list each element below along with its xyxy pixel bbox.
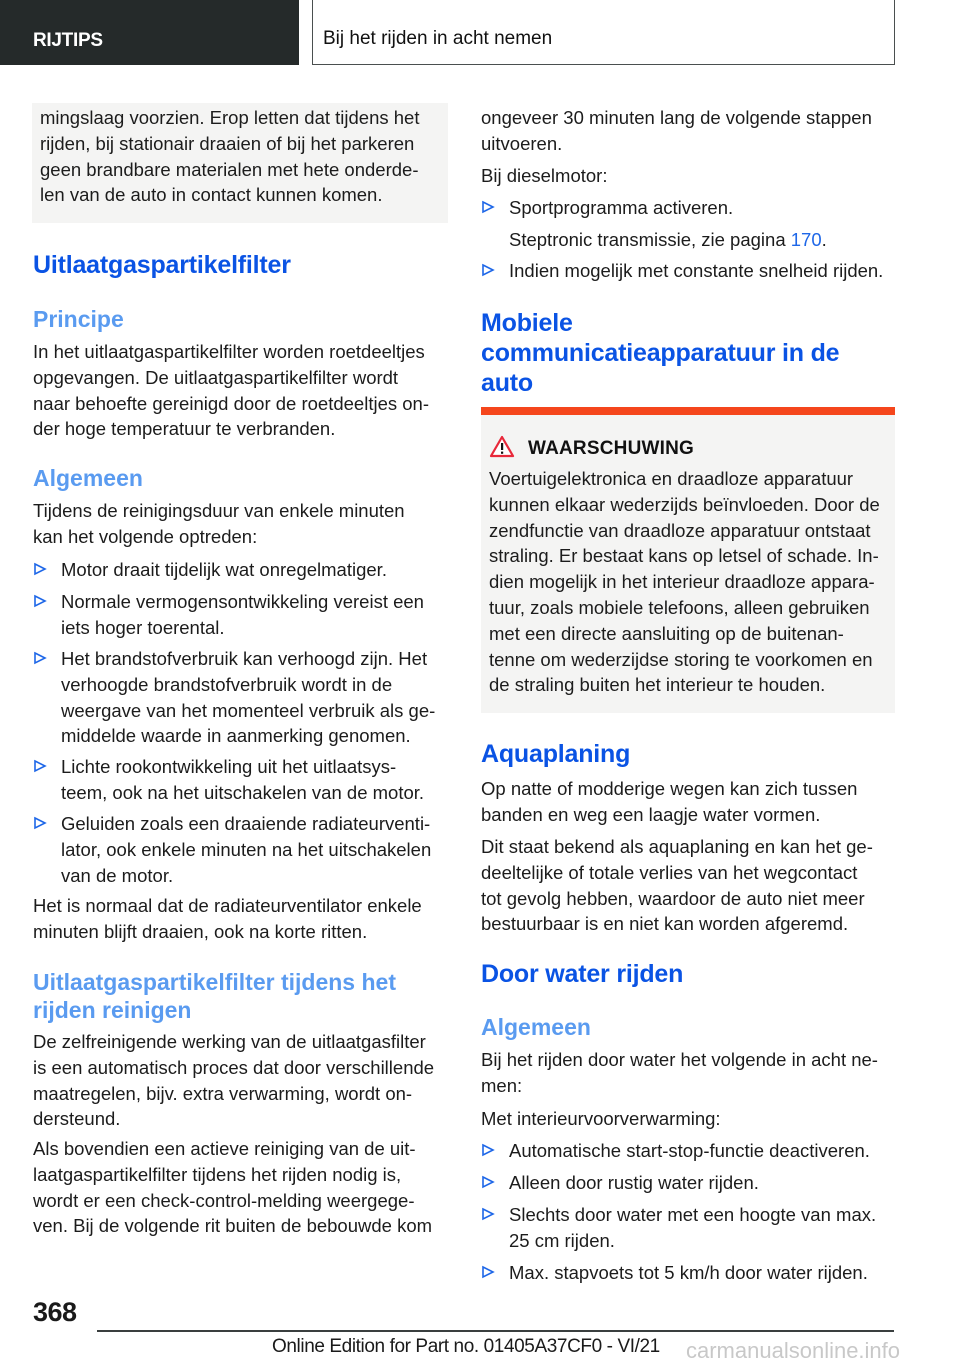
triangle-bullet-icon	[481, 1265, 495, 1279]
text-line: iets hoger toerental.	[61, 616, 225, 638]
section-title: Bij het rijden in acht nemen	[323, 28, 553, 49]
reinigen-paragraph-1	[33, 1029, 453, 1132]
text-line: banden en weg een laagje water vormen.	[481, 803, 821, 825]
text-line: geen brandbare materialen met hete onderde-	[40, 158, 419, 180]
heading-line: Uitlaatgaspartikelfilter tijdens het	[33, 969, 396, 995]
reference-suffix: .	[821, 229, 827, 250]
triangle-bullet-icon	[33, 562, 47, 576]
text-line: Geluiden zoals een draaiende radiateurventi-	[61, 813, 431, 834]
text-line: de straling buiten het interieur te houden.	[489, 674, 826, 696]
triangle-bullet-icon	[481, 263, 495, 277]
warning-text	[489, 466, 889, 698]
list-item	[481, 1170, 895, 1196]
warning-triangle-icon	[489, 435, 515, 463]
text-line: len van de auto in contact kunnen komen.	[40, 184, 383, 206]
heading-door-water-rijden: Door water rijden	[481, 960, 684, 988]
text-line: van de motor.	[61, 864, 174, 886]
aquaplaning-paragraph-2	[481, 834, 895, 937]
text-line: Op natte of modderige wegen kan zich tussen	[481, 778, 858, 799]
triangle-bullet-icon	[481, 1175, 495, 1189]
text-line: uitvoeren.	[481, 132, 563, 154]
heading-line: communicatieapparatuur in de	[481, 339, 840, 367]
text-line: der hoge temperatuur te verbranden.	[33, 418, 336, 440]
text-line: middelde waarde in aanmerking genomen.	[61, 725, 411, 747]
list-item	[481, 1138, 895, 1164]
list-item	[33, 811, 453, 888]
text-line: opgevangen. De uitlaatgaspartikelfilter wordt	[33, 366, 399, 388]
text-line: verhoogde brandstofverbruik wordt in de	[61, 673, 393, 695]
triangle-bullet-icon	[33, 594, 47, 608]
watermark: carmanualsonline.info	[686, 1338, 901, 1363]
text-line: tuur, zoals mobiele telefoons, alleen gebruiken	[489, 596, 870, 618]
text-line: Slechts door water met een hoogte van max.	[509, 1204, 877, 1225]
text-line: ven. Bij de volgende rit buiten de bebouwde kom	[33, 1215, 433, 1237]
heading-filter-reinigen	[33, 968, 448, 1024]
list-item	[481, 195, 895, 221]
chapter-title: RIJTIPS	[33, 30, 103, 51]
text-line: Normale vermogensontwikkeling vereist een	[61, 591, 424, 612]
steptronic-reference	[509, 227, 827, 253]
reference-text: Steptronic transmissie, zie pagina	[509, 229, 791, 250]
heading-algemeen-water: Algemeen	[481, 1014, 591, 1040]
text-line: maatregelen, bijv. extra verwarming, wordt on-	[33, 1082, 413, 1104]
text-line: kunnen elkaar wederzijds beïnvloeden. Door de	[489, 493, 880, 515]
text-line: Dit staat bekend als aquaplaning en kan het ge-	[481, 836, 873, 857]
text-line: minuten blijft draaien, ook na korte ritten.	[33, 920, 368, 942]
text-line: wordt er een check-control-melding weergege-	[33, 1189, 415, 1211]
text-line: Bij het rijden door water het volgende in acht ne-	[481, 1049, 878, 1070]
list-item	[33, 589, 448, 641]
diesel-label: Bij dieselmotor:	[481, 165, 608, 186]
text-line: Voertuigelektronica en draadloze apparatuur	[489, 468, 854, 489]
triangle-bullet-icon	[481, 200, 495, 214]
text-line: Max. stapvoets tot 5 km/h door water rijden.	[509, 1262, 868, 1283]
text-line: tenne om wederzijdse storing te voorkomen en	[489, 648, 873, 670]
heading-principe: Principe	[33, 306, 124, 332]
page-number: 368	[33, 1297, 77, 1327]
triangle-bullet-icon	[33, 759, 47, 773]
heading-aquaplaning: Aquaplaning	[481, 740, 631, 768]
text-line: straling. Er bestaat kans op letsel of schade. In-	[489, 545, 879, 567]
triangle-bullet-icon	[33, 816, 47, 830]
text-line: kan het volgende optreden:	[33, 525, 258, 547]
heading-line: auto	[481, 369, 533, 397]
text-line: met een directe aansluiting op de buitenan-	[489, 622, 844, 644]
text-line: Alleen door rustig water rijden.	[509, 1172, 759, 1193]
text-line: In het uitlaatgaspartikelfilter worden roetdeeltjes	[33, 341, 425, 362]
text-line: laatgaspartikelfilter tijdens het rijden nodig is,	[33, 1163, 402, 1185]
list-item	[33, 646, 453, 749]
text-line: naar behoefte gereinigd door de roetdeeltjes on-	[33, 392, 429, 414]
text-line: Automatische start-stop-functie deactiveren.	[509, 1140, 870, 1161]
text-line: Tijdens de reinigingsduur van enkele minuten	[33, 500, 405, 521]
continued-paragraph	[481, 105, 895, 157]
heading-mobiele-communicatie	[481, 308, 895, 398]
text-line: Indien mogelijk met constante snelheid rijden.	[509, 260, 884, 281]
reinigen-paragraph-2	[33, 1136, 453, 1239]
text-line: Het brandstofverbruik kan verhoogd zijn. Het	[61, 648, 428, 669]
text-line: ongeveer 30 minuten lang de volgende stappen	[481, 107, 872, 128]
principe-paragraph	[33, 339, 448, 442]
text-line: 25 cm rijden.	[509, 1229, 615, 1251]
warning-title: WAARSCHUWING	[528, 438, 694, 459]
page-link-170[interactable]: 170	[790, 229, 822, 250]
heading-line: Mobiele	[481, 309, 573, 337]
text-line: is een automatisch proces dat door verschillende	[33, 1056, 435, 1078]
text-line: Motor draait tijdelijk wat onregelmatiger.	[61, 559, 387, 580]
water-paragraph	[481, 1047, 895, 1099]
list-item	[481, 1260, 895, 1286]
list-item	[481, 1202, 895, 1254]
aquaplaning-paragraph-1	[481, 776, 895, 828]
triangle-bullet-icon	[481, 1143, 495, 1157]
text-line: weergave van het momenteel verbruik als ge-	[61, 699, 436, 721]
text-line: De zelfreinigende werking van de uitlaatgasfilter	[33, 1031, 426, 1052]
chapter-tab	[0, 0, 299, 65]
heading-line: rijden reinigen	[33, 997, 192, 1023]
warning-accent-bar	[481, 407, 895, 415]
list-item	[33, 754, 453, 806]
text-line: teem, ook na het uitschakelen van de motor.	[61, 781, 425, 803]
text-line: rijden, bij stationair draaien of bij het parkeren	[40, 132, 415, 154]
triangle-bullet-icon	[481, 1207, 495, 1221]
text-line: tot gevolg hebben, waardoor de auto niet meer	[481, 887, 865, 909]
water-label: Met interieurvoorverwarming:	[481, 1108, 721, 1129]
list-item	[481, 258, 901, 284]
text-line: zendfunctie van draadloze apparatuur ontstaat	[489, 519, 871, 541]
normaal-paragraph	[33, 893, 448, 945]
intro-note-text	[40, 105, 445, 208]
text-line: Lichte rookontwikkeling uit het uitlaatsys-	[61, 756, 397, 777]
text-line: Sportprogramma activeren.	[509, 197, 734, 218]
footer-divider	[97, 1330, 894, 1332]
section-header	[312, 0, 895, 65]
edition-info: Online Edition for Part no. 01405A37CF0 - VI/21	[272, 1336, 660, 1357]
heading-algemeen: Algemeen	[33, 465, 143, 491]
triangle-bullet-icon	[33, 651, 47, 665]
text-line: dersteund.	[33, 1108, 121, 1130]
text-line: Als bovendien een actieve reiniging van de uit-	[33, 1138, 416, 1159]
text-line: bestuurbaar is en niet kan worden afgeremd.	[481, 913, 849, 935]
text-line: men:	[481, 1074, 523, 1096]
list-item	[33, 557, 448, 583]
text-line: dien mogelijk in het interieur draadloze appara-	[489, 571, 875, 593]
text-line: mingslaag voorzien. Erop letten dat tijdens het	[40, 107, 420, 128]
warning-box	[481, 415, 895, 713]
algemeen-paragraph	[33, 498, 448, 550]
text-line: lator, ook enkele minuten na het uitschakelen	[61, 838, 432, 860]
text-line: deeltelijke of totale verlies van het wegcontact	[481, 861, 858, 883]
text-line: Het is normaal dat de radiateurventilator enkele	[33, 895, 422, 916]
heading-uitlaatgaspartikelfilter: Uitlaatgaspartikelfilter	[33, 251, 291, 279]
